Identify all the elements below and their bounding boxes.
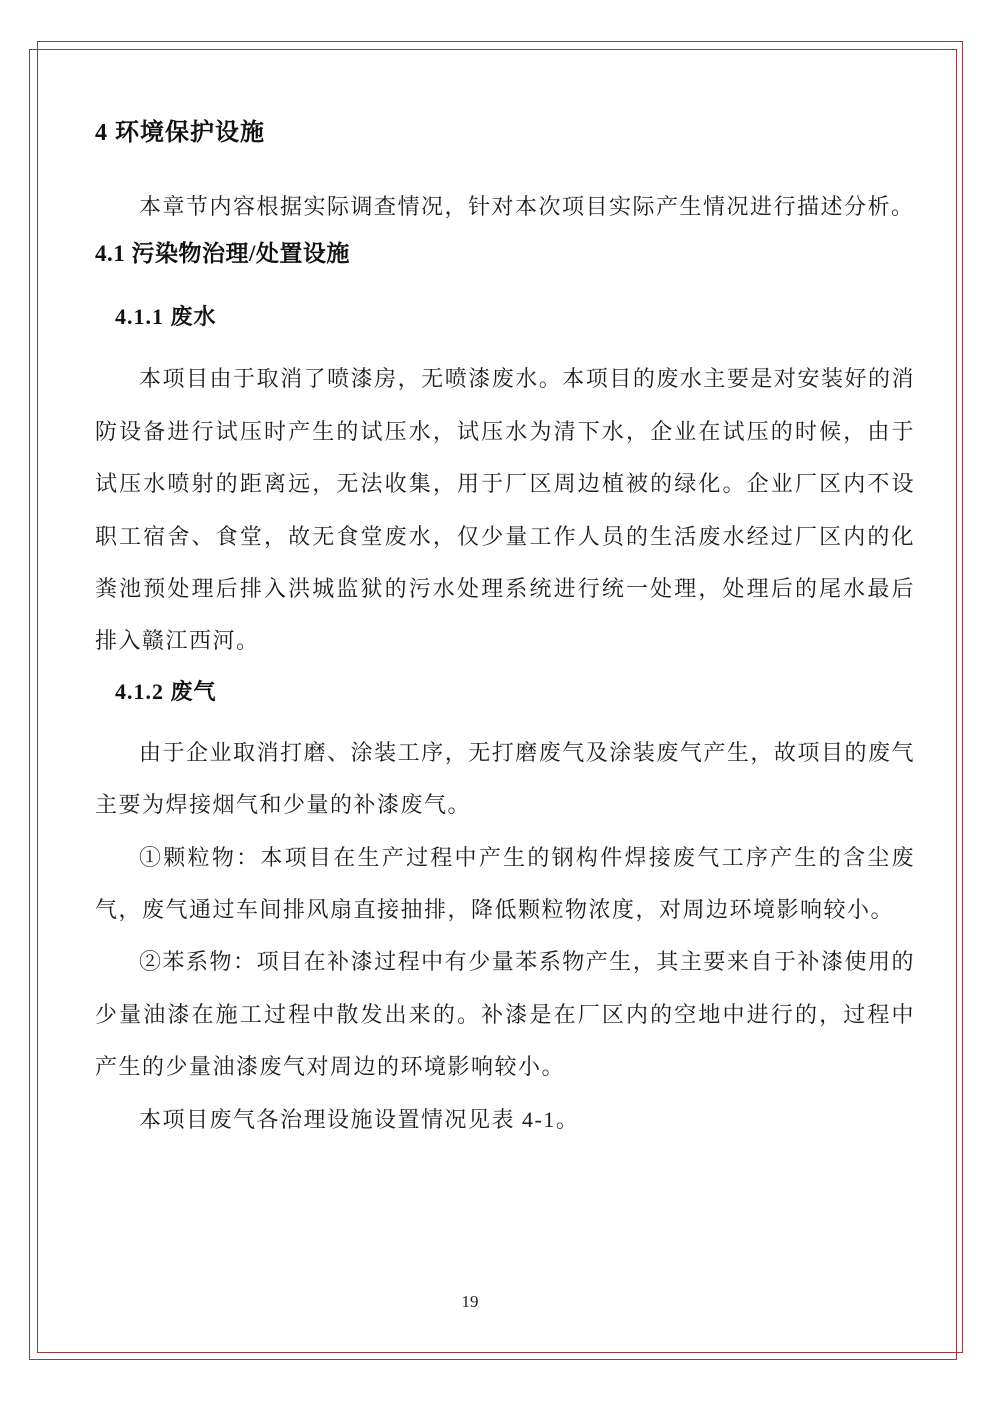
waste-gas-table-reference-paragraph: 本项目废气各治理设施设置情况见表 4-1。 (139, 1106, 580, 1132)
waste-gas-particulate-paragraph: ①颗粒物：本项目在生产过程中产生的钢构件焊接废气工序产生的含尘废气，废气通过车间排风扇直接抽排，降低颗粒物浓度，对周边环境影响较小。 (95, 844, 915, 923)
chapter-heading: 4 环境保护设施 (95, 120, 265, 146)
wastewater-paragraph: 本项目由于取消了喷漆房，无喷漆废水。本项目的废水主要是对安装好的消防设备进行试压时产生的试压水，试压水为清下水，企业在试压的时候，由于试压水喷射的距离远，无法收集，用于厂区周边植被的绿化。企业厂区内不设职工宿舍、食堂，故无食堂废水，仅少量工作人员的生活废水经过厂区内的化粪池预处理后排入洪城监狱的污水处理系统进行统一处理，处理后的尾水最后排入赣江西河。 (95, 366, 915, 654)
subsection-heading-wastewater: 4.1.1 废水 (115, 304, 217, 330)
section-heading-pollution-treatment: 4.1 污染物治理/处置设施 (95, 241, 350, 267)
subsection-heading-waste-gas: 4.1.2 废气 (115, 678, 217, 704)
intro-paragraph: 本章节内容根据实际调查情况，针对本次项目实际产生情况进行描述分析。 (139, 194, 915, 219)
page-number: 19 (461, 1292, 479, 1311)
waste-gas-overview-paragraph: 由于企业取消打磨、涂装工序，无打磨废气及涂装废气产生，故项目的废气主要为焊接烟气和少量的补漆废气。 (95, 739, 915, 818)
document-content (95, 0, 915, 1146)
waste-gas-benzene-paragraph: ②苯系物：项目在补漆过程中有少量苯系物产生，其主要来自于补漆使用的少量油漆在施工过程中散发出来的。补漆是在厂区内的空地中进行的，过程中产生的少量油漆废气对周边的环境影响较小。 (95, 949, 915, 1080)
